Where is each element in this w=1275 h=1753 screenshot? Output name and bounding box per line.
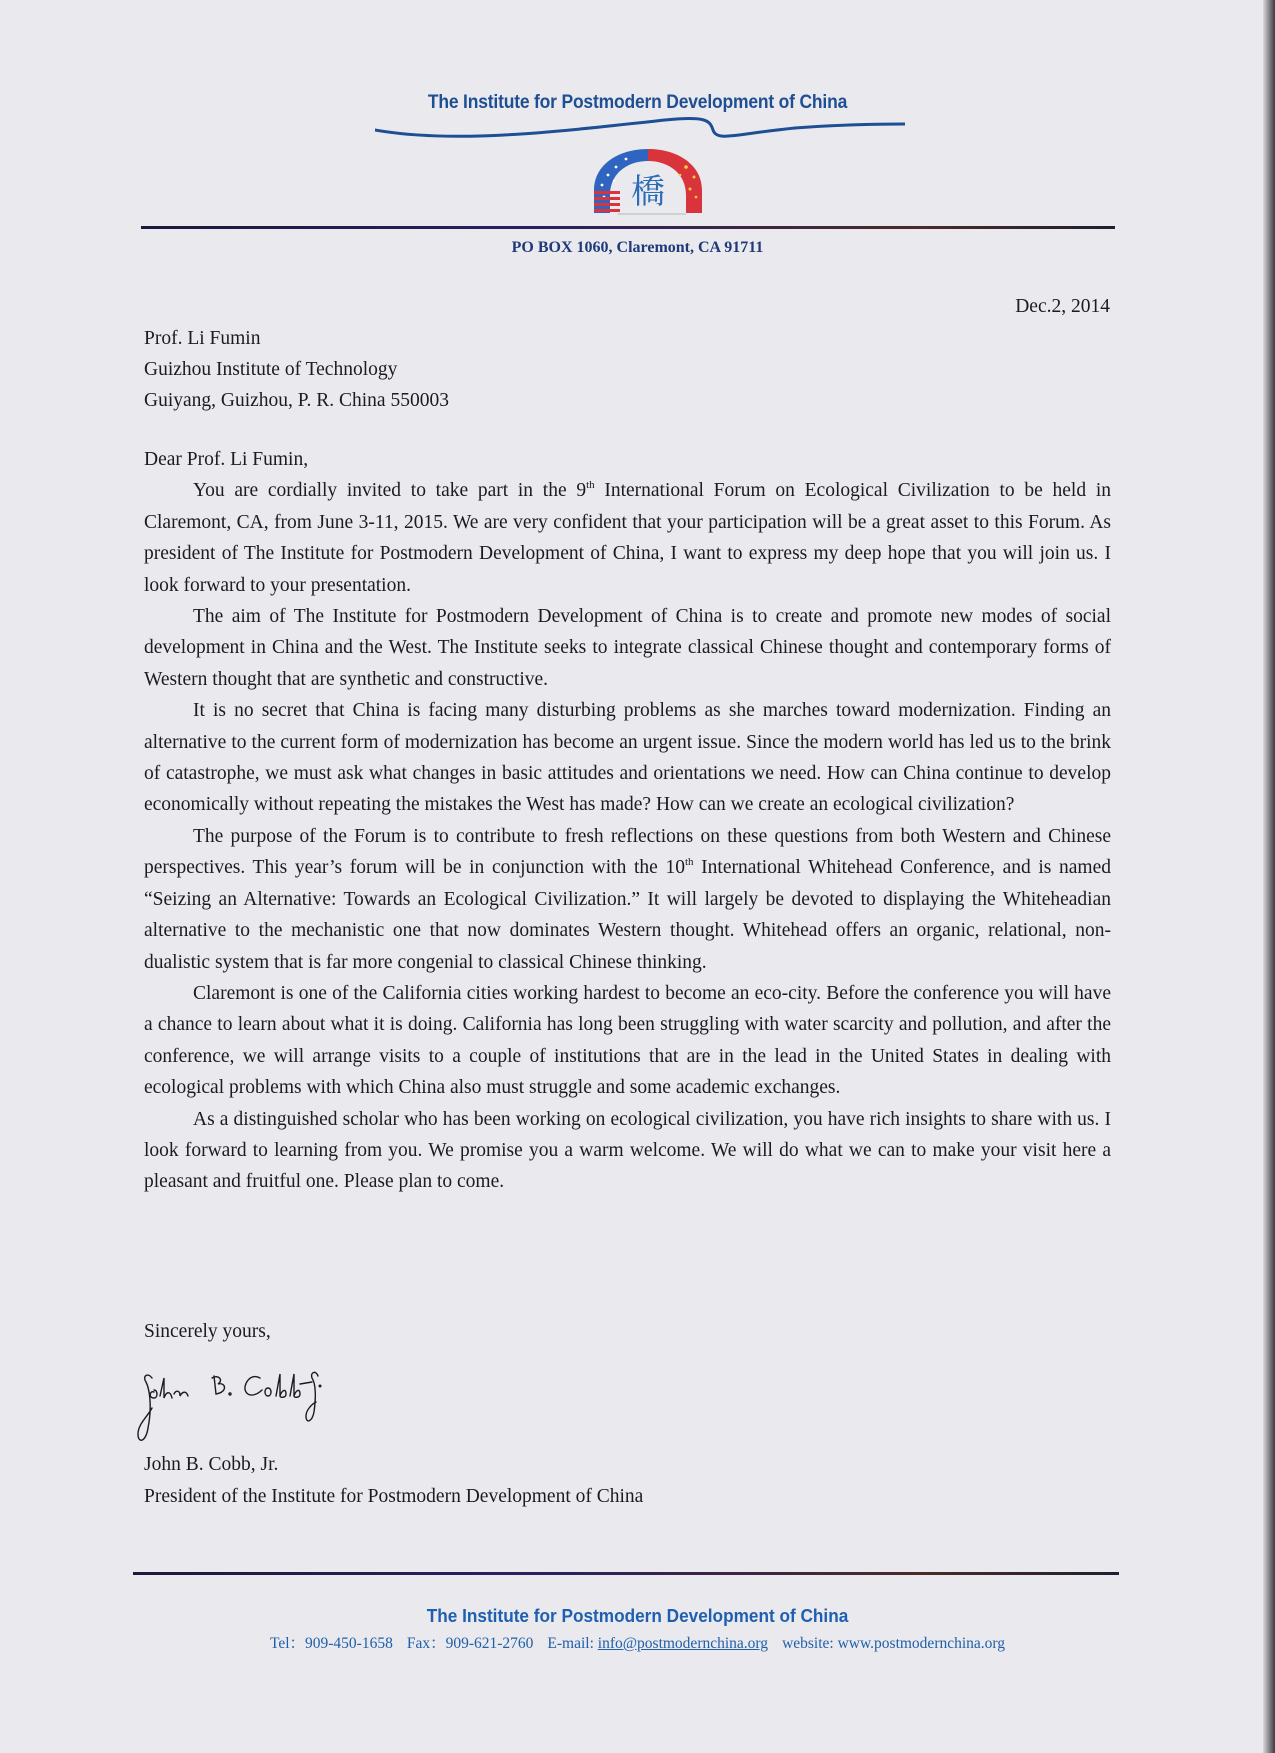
paragraph-invitation: You are cordially invited to take part in the 9th International Forum on Ecological Civilization to be held in Claremont, CA, from June 3-11, 2015. We are very confident that your participation will be a great asset to this Forum. As president of The Institute for Postmodern Development of China, I want to express my deep hope that you will join us. I look forward to your presentation. bbox=[144, 479, 1111, 596]
footer-fax: Fax：909-621-2760 bbox=[406, 1635, 534, 1652]
signer-title: President of the Institute for Postmodern Development of China bbox=[144, 1486, 644, 1507]
paragraph-aim: The aim of The Institute for Postmodern Development of China is to create and promote new modes of social development in China and the West. The Institute seeks to integrate classical Chinese thought and contemporary forms of Western thought that are synthetic and constructive. bbox=[144, 606, 1111, 690]
footer-website: website: www.postmodernchina.org bbox=[782, 1635, 1006, 1652]
bridge-arch-logo-icon bbox=[588, 145, 708, 215]
footer-email-label: E-mail: bbox=[547, 1635, 598, 1652]
signer-name: John B. Cobb, Jr. bbox=[144, 1454, 279, 1475]
closing: Sincerely yours, bbox=[144, 1321, 271, 1342]
logo-character: 橋 bbox=[631, 172, 665, 212]
header-divider bbox=[141, 226, 1115, 229]
recipient-name: Prof. Li Fumin bbox=[144, 328, 261, 349]
salutation: Dear Prof. Li Fumin, bbox=[144, 449, 309, 470]
recipient-address: Guiyang, Guizhou, P. R. China 550003 bbox=[144, 390, 449, 411]
signer-block bbox=[144, 1449, 643, 1513]
footer-divider bbox=[133, 1572, 1119, 1575]
paragraph-claremont: Claremont is one of the California cities working hardest to become an eco-city. Before the conference you will have a chance to learn about what it is doing. California has long been struggling with water scarcity and pollution, and after the conference, we will arrange visits to a couple of institutions that are in the lead in the United States in dealing with ecological problems with which China also must struggle and some academic exchanges. bbox=[144, 982, 1111, 1099]
letterhead-address: PO BOX 1060, Claremont, CA 91711 bbox=[511, 239, 764, 256]
letter-date: Dec.2, 2014 bbox=[1015, 296, 1110, 317]
paragraph-welcome: As a distinguished scholar who has been working on ecological civilization, you have rich insights to share with us. I look forward to learning from you. We promise you a warm welcome. We will do what we can to make your visit here a pleasant and fruitful one. Please plan to come. bbox=[144, 1108, 1111, 1193]
footer-tel: Tel：909-450-1658 bbox=[269, 1635, 393, 1652]
letter-body bbox=[144, 444, 1111, 1198]
footer-organization: The Institute for Postmodern Development of China bbox=[426, 1605, 849, 1626]
recipient-institution: Guizhou Institute of Technology bbox=[144, 359, 398, 380]
footer-email-link[interactable]: info@postmodernchina.org bbox=[597, 1635, 769, 1652]
scan-edge-shadow bbox=[1263, 0, 1275, 1753]
handwritten-signature bbox=[134, 1368, 334, 1448]
letterhead-title: The Institute for Postmodern Development of China bbox=[427, 92, 848, 113]
paragraph-purpose: The purpose of the Forum is to contribute to fresh reflections on these questions from both Western and Chinese perspectives. This year’s forum will be in conjunction with the 10th International Whitehead Conference, and is named “Seizing an Alternative: Towards an Ecological Civilization.” It will largely be devoted to displaying the Whiteheadian alternative to the mechanistic one that now dominates Western thought. Whitehead offers an organic, relational, non-dualistic system that is far more congenial to classical Chinese thinking. bbox=[144, 825, 1112, 973]
footer-contact bbox=[0, 1631, 1275, 1653]
recipient-block bbox=[144, 323, 449, 416]
paragraph-problems: It is no secret that China is facing many disturbing problems as she marches toward modernization. Finding an alternative to the current form of modernization has become an urgent issue. Since the modern world has led us to the brink of catastrophe, we must ask what changes in basic attitudes and orientations we need. How can China continue to develop economically without repeating the mistakes the West has made? How can we create an ecological civilization? bbox=[144, 700, 1111, 816]
